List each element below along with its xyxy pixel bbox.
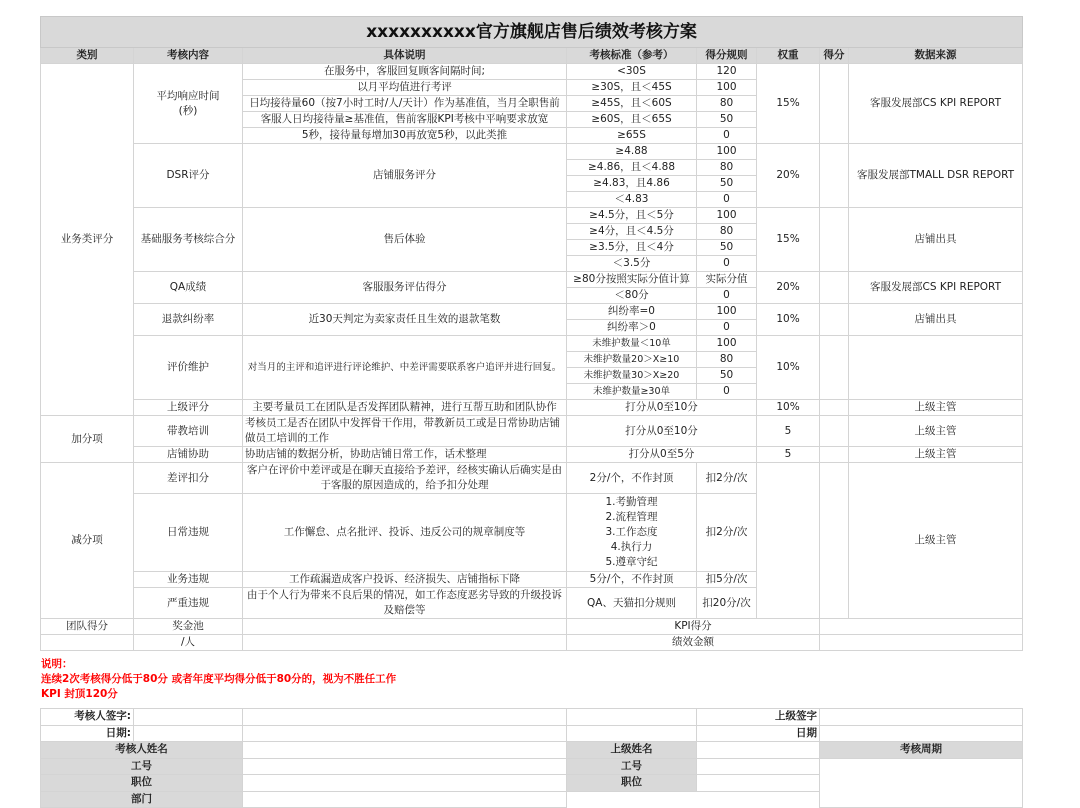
item-badreview-score: 扣2分/次 (697, 463, 757, 494)
item-assist-source: 上级主管 (849, 447, 1023, 463)
note-heading: 说明： (41, 658, 73, 670)
category-team-blank (41, 635, 134, 651)
item-daily-name: 日常违规 (134, 494, 243, 572)
item-dsr-weight: 20% (757, 144, 820, 208)
item-resp-std-5: ≥65S (567, 128, 697, 144)
col-header-score-rule: 得分规则 (697, 48, 757, 64)
item-team-blank3[interactable] (243, 635, 567, 651)
item-training-name: 带教培训 (134, 416, 243, 447)
item-refund-std-2: 纠纷率＞0 (567, 320, 697, 336)
dept-field-2[interactable] (567, 791, 820, 808)
item-review-std-1: 未维护数量＜10单 (567, 336, 697, 352)
emp-no-label: 工号 (41, 758, 243, 775)
assessee-name-field[interactable] (243, 742, 567, 759)
position2-label: 职位 (567, 775, 697, 792)
emp-no2-label: 工号 (567, 758, 697, 775)
item-assist-name: 店铺协助 (134, 447, 243, 463)
item-resp-weight: 15% (757, 64, 820, 144)
item-superior-std: 打分从0至10分 (567, 400, 757, 416)
item-superior-name: 上级评分 (134, 400, 243, 416)
item-resp-std-3: ≥45S，且＜60S (567, 96, 697, 112)
item-superior-weight: 10% (757, 400, 820, 416)
item-refund-desc: 近30天判定为卖家责任且生效的退款笔数 (243, 304, 567, 336)
item-team-std2: 绩效金额 (567, 635, 820, 651)
item-team-blank4[interactable] (820, 635, 1023, 651)
col-header-description: 具体说明 (243, 48, 567, 64)
item-resp-score-4: 50 (697, 112, 757, 128)
item-refund-score-2: 0 (697, 320, 757, 336)
position-field[interactable] (243, 775, 567, 792)
item-basic-std-1: ≥4.5分，且＜5分 (567, 208, 697, 224)
item-serious-desc: 由于个人行为带来不良后果的情况，如工作态度恶劣导致的升级投诉及赔偿等 (243, 588, 567, 619)
item-basic-score-4: 0 (697, 256, 757, 272)
item-daily-std (567, 494, 697, 572)
item-resp-score-5: 0 (697, 128, 757, 144)
item-qa-source: 客服发展部CS KPI REPORT (849, 272, 1023, 304)
item-dsr-source: 客服发展部TMALL DSR REPORT (849, 144, 1023, 208)
item-daily-std-5: 5.遵章守纪 (605, 556, 658, 568)
position-label: 职位 (41, 775, 243, 792)
item-resp-desc-5: 5秒，接待量每增加30再放宽5秒，以此类推 (243, 128, 567, 144)
item-refund-weight: 10% (757, 304, 820, 336)
item-training-source: 上级主管 (849, 416, 1023, 447)
item-team-name1: 奖金池 (134, 619, 243, 635)
item-assist-desc: 协助店铺的数据分析，协助店铺日常工作，话术整理 (243, 447, 567, 463)
item-resp-desc-1: 在服务中，客服回复顾客间隔时间; (243, 64, 567, 80)
date-field-3[interactable] (567, 725, 697, 742)
item-daily-std-4: 4.执行力 (610, 541, 653, 553)
item-review-score-3: 50 (697, 368, 757, 384)
item-resp-score-3: 80 (697, 96, 757, 112)
item-dsr-std-2: ≥4.86，且＜4.88 (567, 160, 697, 176)
period-field[interactable] (820, 758, 1023, 808)
item-dsr-std-1: ≥4.88 (567, 144, 697, 160)
item-review-desc: 对当月的主评和追评进行评论维护、中差评需要联系客户追评并进行回复。 (243, 336, 567, 400)
item-team-blank1[interactable] (243, 619, 567, 635)
item-assist-std: 打分从0至5分 (567, 447, 757, 463)
item-resp-desc-2: 以月平均值进行考评 (243, 80, 567, 96)
item-assist-score-cell[interactable] (820, 447, 849, 463)
item-team-name2: /人 (134, 635, 243, 651)
date-field-2[interactable] (243, 725, 567, 742)
period-label: 考核周期 (820, 742, 1023, 759)
item-badreview-desc: 客户在评价中差评或是在聊天直接给予差评，经核实确认后确实是由于客服的原因造成的，给予扣分处理 (243, 463, 567, 494)
col-header-weight: 权重 (757, 48, 820, 64)
date2-label: 日期 (697, 725, 820, 742)
item-training-weight: 5 (757, 416, 820, 447)
category-deduct: 减分项 (41, 463, 134, 619)
date2-field[interactable] (820, 725, 1023, 742)
item-badreview-name: 差评扣分 (134, 463, 243, 494)
item-training-score-cell[interactable] (820, 416, 849, 447)
item-basic-score-2: 80 (697, 224, 757, 240)
category-bonus: 加分项 (41, 416, 134, 463)
assessor-sign-field-3[interactable] (567, 709, 697, 726)
item-basic-score-3: 50 (697, 240, 757, 256)
sheet-title: xxxxxxxxxx官方旗舰店售后绩效考核方案 (41, 17, 1023, 48)
item-resp-std-1: <30S (567, 64, 697, 80)
item-review-score-1: 100 (697, 336, 757, 352)
assessor-sign-field[interactable] (134, 709, 243, 726)
assessment-sheet (40, 16, 1022, 808)
item-review-score-4: 0 (697, 384, 757, 400)
superior-sign-label: 上级签字 (697, 709, 820, 726)
item-serious-name: 严重违规 (134, 588, 243, 619)
item-basic-score-1: 100 (697, 208, 757, 224)
item-resp-score-1: 120 (697, 64, 757, 80)
item-dsr-score-4: 0 (697, 192, 757, 208)
item-qa-std-1: ≥80分按照实际分值计算 (567, 272, 697, 288)
assessor-sign-label: 考核人签字: (41, 709, 134, 726)
item-dsr-std-3: ≥4.83，且4.86 (567, 176, 697, 192)
item-dsr-std-4: ＜4.83 (567, 192, 697, 208)
col-header-category: 类别 (41, 48, 134, 64)
item-review-std-3: 未维护数量30＞X≥20 (567, 368, 697, 384)
item-refund-score-1: 100 (697, 304, 757, 320)
item-assist-weight: 5 (757, 447, 820, 463)
item-basic-name: 基础服务考核综合分 (134, 208, 243, 272)
item-daily-score: 扣2分/次 (697, 494, 757, 572)
col-header-content: 考核内容 (134, 48, 243, 64)
item-daily-std-3: 3.工作态度 (605, 526, 658, 538)
assessment-table (40, 16, 1023, 651)
item-dsr-score-3: 50 (697, 176, 757, 192)
item-serious-score: 扣20分/次 (697, 588, 757, 619)
col-header-standard: 考核标准（参考） (567, 48, 697, 64)
item-review-name: 评价维护 (134, 336, 243, 400)
item-basic-std-4: ＜3.5分 (567, 256, 697, 272)
col-header-score: 得分 (820, 48, 849, 64)
item-review-score-cell[interactable] (820, 336, 849, 400)
date-field[interactable] (134, 725, 243, 742)
emp-no2-field[interactable] (697, 758, 820, 775)
position2-field[interactable] (697, 775, 820, 792)
item-dsr-score-1: 100 (697, 144, 757, 160)
item-basic-source: 店铺出具 (849, 208, 1023, 272)
item-refund-std-1: 纠纷率=0 (567, 304, 697, 320)
deduct-weight-cell (757, 463, 820, 619)
superior-name-label: 上级姓名 (567, 742, 697, 759)
item-bizviolation-std: 5分/个，不作封顶 (567, 572, 697, 588)
item-refund-source: 店铺出具 (849, 304, 1023, 336)
item-training-std: 打分从0至10分 (567, 416, 757, 447)
item-qa-name: QA成绩 (134, 272, 243, 304)
category-team: 团队得分 (41, 619, 134, 635)
item-review-source (849, 336, 1023, 400)
item-daily-std-2: 2.流程管理 (605, 511, 658, 523)
item-superior-source: 上级主管 (849, 400, 1023, 416)
item-resp-name-text: 平均响应时间 (秒) (156, 89, 220, 117)
item-dsr-name: DSR评分 (134, 144, 243, 208)
item-training-desc: 考核员工是否在团队中发挥骨干作用，带教新员工或是日常协助店铺做员工培训的工作 (243, 416, 567, 447)
item-review-std-4: 未维护数量≥30单 (567, 384, 697, 400)
item-qa-score-1: 实际分值 (697, 272, 757, 288)
item-qa-desc: 客服服务评估得分 (243, 272, 567, 304)
item-refund-name: 退款纠纷率 (134, 304, 243, 336)
item-dsr-score-cell[interactable] (820, 144, 849, 208)
item-review-weight: 10% (757, 336, 820, 400)
deduct-score-cell[interactable] (820, 463, 849, 619)
item-superior-desc: 主要考量员工在团队是否发挥团队精神，进行互帮互助和团队协作 (243, 400, 567, 416)
dept-label: 部门 (41, 791, 243, 808)
item-resp-desc-3: 日均接待量60（按7小时工时/人/天计）作为基准值，当月全职售前 (243, 96, 567, 112)
item-resp-source: 客服发展部CS KPI REPORT (849, 64, 1023, 144)
superior-name-field[interactable] (697, 742, 820, 759)
superior-sign-field[interactable] (820, 709, 1023, 726)
item-qa-std-2: ＜80分 (567, 288, 697, 304)
note-line-1: 连续2次考核得分低于80分 或者年度平均得分低于80分的，视为不胜任工作 (41, 673, 397, 685)
item-refund-score-cell[interactable] (820, 304, 849, 336)
item-basic-score-cell[interactable] (820, 208, 849, 272)
signature-table (40, 708, 1023, 808)
item-dsr-score-2: 80 (697, 160, 757, 176)
dept-field[interactable] (243, 791, 567, 808)
item-daily-source: 上级主管 (849, 463, 1023, 619)
item-basic-std-2: ≥4分，且＜4.5分 (567, 224, 697, 240)
item-dsr-desc: 店铺服务评分 (243, 144, 567, 208)
item-qa-score-cell[interactable] (820, 272, 849, 304)
item-basic-weight: 15% (757, 208, 820, 272)
category-business: 业务类评分 (41, 64, 134, 416)
item-resp-score-cell[interactable] (820, 64, 849, 144)
item-bizviolation-name: 业务违规 (134, 572, 243, 588)
item-resp-score-2: 100 (697, 80, 757, 96)
item-daily-desc: 工作懈怠、点名批评、投诉、违反公司的规章制度等 (243, 494, 567, 572)
note-line-2: KPI 封顶120分 (41, 688, 118, 700)
item-bizviolation-score: 扣5分/次 (697, 572, 757, 588)
assessor-sign-field-2[interactable] (243, 709, 567, 726)
item-resp-std-2: ≥30S，且＜45S (567, 80, 697, 96)
item-basic-std-3: ≥3.5分，且＜4分 (567, 240, 697, 256)
item-resp-name (134, 64, 243, 144)
item-team-blank2[interactable] (820, 619, 1023, 635)
item-badreview-std: 2分/个，不作封顶 (567, 463, 697, 494)
item-review-score-2: 80 (697, 352, 757, 368)
item-basic-desc: 售后体验 (243, 208, 567, 272)
item-serious-std: QA、天猫扣分规则 (567, 588, 697, 619)
assessee-name-label: 考核人姓名 (41, 742, 243, 759)
item-team-std1: KPI得分 (567, 619, 820, 635)
item-daily-std-1: 1.考勤管理 (605, 496, 658, 508)
item-review-std-2: 未维护数量20＞X≥10 (567, 352, 697, 368)
notes-block (40, 657, 1022, 702)
item-resp-std-4: ≥60S，且＜65S (567, 112, 697, 128)
item-superior-score-cell[interactable] (820, 400, 849, 416)
emp-no-field[interactable] (243, 758, 567, 775)
item-qa-weight: 20% (757, 272, 820, 304)
col-header-source: 数据来源 (849, 48, 1023, 64)
date-label: 日期: (41, 725, 134, 742)
item-resp-desc-4: 客服人日均接待量≥基准值，售前客服KPI考核中平响要求放宽 (243, 112, 567, 128)
item-qa-score-2: 0 (697, 288, 757, 304)
item-bizviolation-desc: 工作疏漏造成客户投诉、经济损失、店铺指标下降 (243, 572, 567, 588)
